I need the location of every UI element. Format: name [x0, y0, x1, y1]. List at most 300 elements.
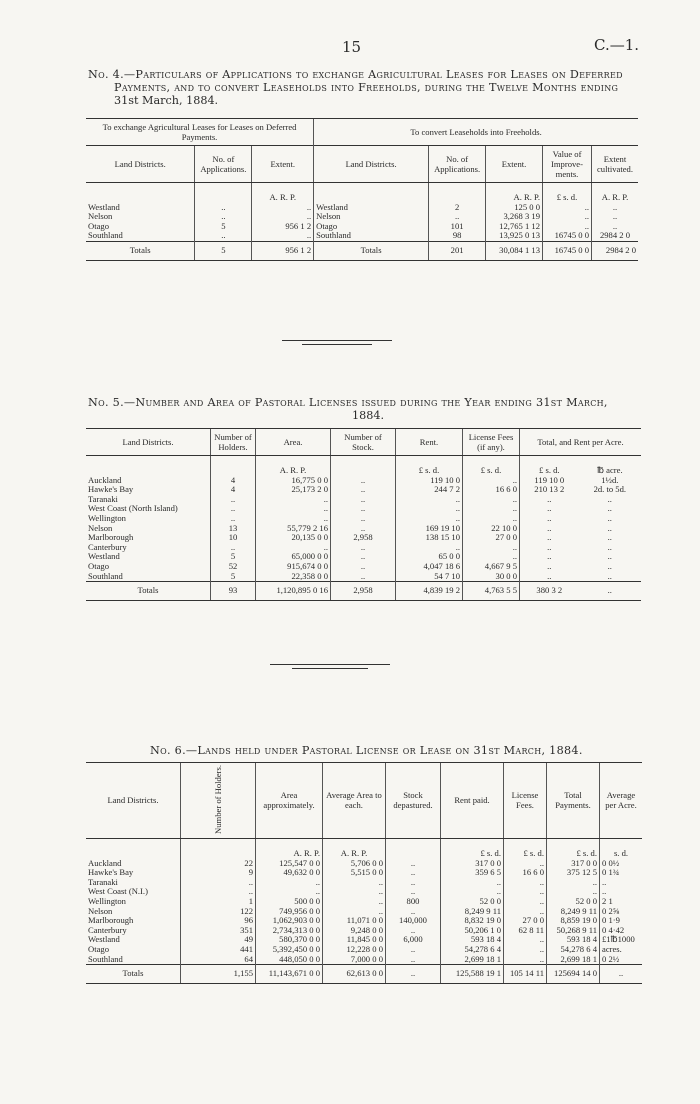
table5-cell-rent: .. — [396, 495, 463, 505]
table5-totals-per-acre: .. — [579, 582, 641, 601]
table4-group-right-header: To convert Leaseholds into Freeholds. — [314, 119, 638, 146]
table4-cell-cultivated: 2984 2 0 — [592, 231, 639, 241]
table5-cell-total: 210 13 2 — [520, 485, 579, 495]
table4-cell-apps: .. — [195, 203, 252, 213]
table6-cell-stock: .. — [386, 926, 441, 936]
table5-cell-district: Westland — [88, 551, 120, 562]
table5-cell-fees: .. — [463, 504, 520, 514]
table4-cell-extent2: 12,765 1 12 — [486, 222, 543, 232]
table5-cell-per_acre: .. — [607, 493, 612, 504]
table5-cell-fees: 16 6 0 — [463, 485, 520, 495]
table5-cell-total: .. — [520, 572, 579, 582]
table6-cell-holders: .. — [181, 878, 256, 888]
table5-cell-district: West Coast (North Island) — [88, 503, 178, 514]
table6-cell-total: 50,268 9 11 — [547, 926, 600, 936]
table6-cell-fees: .. — [504, 907, 547, 917]
table5-cell-district: Wellington — [88, 512, 126, 523]
table6-unit-area: A. R. P. — [256, 838, 323, 858]
table6-col-stock: Stock depastured. — [386, 763, 441, 839]
table5-cell-fees: 4,667 9 5 — [463, 562, 520, 572]
table5-col-total-rent: Total, and Rent per Acre. — [520, 429, 642, 456]
table6-cell-per_acre: 0 4·42 — [600, 926, 643, 936]
table4-totals-label: Totals — [86, 241, 195, 260]
table4-totals-label-2: Totals — [314, 241, 429, 260]
table4-row — [86, 231, 638, 241]
table5-cell-holders: 5 — [211, 552, 256, 562]
table6-cell-stock: .. — [386, 887, 441, 897]
divider-1 — [282, 340, 392, 341]
table6-cell-area: 580,370 0 0 — [256, 935, 323, 945]
table5-cell-area: 22,358 0 0 — [256, 572, 331, 582]
table6-totals-label: Totals — [86, 965, 181, 984]
table6-cell-per_acre: 0 1¾ — [600, 868, 643, 878]
table6-cell-holders: 64 — [181, 955, 256, 965]
table6-cell-area: 125,547 0 0 — [256, 859, 323, 869]
table6-cell-total: 317 0 0 — [547, 859, 600, 869]
table6-cell-fees: .. — [504, 945, 547, 955]
table5-totals-holders: 93 — [211, 582, 256, 601]
table6-cell-district: Auckland — [88, 857, 122, 868]
table5-cell-rent: 244 7 2 — [396, 485, 463, 495]
table5-totals-area: 1,120,895 0 16 — [256, 582, 331, 601]
table6-col-holders: Number of Holders. — [181, 763, 256, 839]
table6-cell-rent: 2,699 18 1 — [441, 955, 504, 965]
table4-cell-district2: Nelson — [314, 212, 429, 222]
table5-cell-stock: .. — [331, 485, 396, 495]
table5-cell-rent: .. — [396, 514, 463, 524]
table6-cell-area: 5,392,450 0 0 — [256, 945, 323, 955]
table6-col-area: Area approximately. — [256, 763, 323, 839]
table6-cell-district: West Coast (N.I.) — [88, 886, 148, 897]
table5-cell-rent: .. — [396, 543, 463, 553]
table6-totals-fees: 105 14 11 — [504, 965, 547, 984]
table6-cell-fees: 16 6 0 — [504, 868, 547, 878]
table6-cell-avg: .. — [323, 897, 386, 907]
table5-cell-area: 915,674 0 0 — [256, 562, 331, 572]
table5-cell-district: Auckland — [88, 474, 122, 485]
table5-cell-fees: 27 0 0 — [463, 533, 520, 543]
table5-cell-stock: .. — [331, 495, 396, 505]
table6-cell-fees: 27 0 0 — [504, 916, 547, 926]
table4-cell-extent: .. — [252, 231, 314, 241]
table5-cell-per_acre: 2d. to 5d. — [593, 484, 627, 495]
table6-row — [86, 878, 642, 888]
table4-cell-apps2: 2 — [429, 203, 486, 213]
table6-cell-total: 54,278 6 4 — [547, 945, 600, 955]
table4-totals-extent-2: 30,084 1 13 — [486, 241, 543, 260]
table4-cell-value: .. — [543, 203, 592, 213]
table5-totals-label: Totals — [86, 582, 211, 601]
divider-2 — [270, 664, 390, 665]
table5-cell-fees: .. — [463, 476, 520, 486]
table6-cell-stock: .. — [386, 955, 441, 965]
table6-cell-fees: 62 8 11 — [504, 926, 547, 936]
table4-cell-apps2: 98 — [429, 231, 486, 241]
table6-cell-stock: 800 — [386, 897, 441, 907]
table5-cell-area: 55,779 2 16 — [256, 524, 331, 534]
table5-cell-fees: .. — [463, 552, 520, 562]
table5-cell-stock: .. — [331, 504, 396, 514]
table5-totals-total: 380 3 2 — [520, 582, 579, 601]
table4-cell-value: .. — [543, 222, 592, 232]
table4 — [86, 118, 638, 261]
table6-cell-avg: 12,228 0 0 — [323, 945, 386, 955]
table6-cell-area: .. — [256, 887, 323, 897]
table4-cell-extent2: 13,925 0 13 — [486, 231, 543, 241]
table5-cell-stock: .. — [331, 476, 396, 486]
table6-col-land-districts: Land Districts. — [86, 763, 181, 839]
table4-cell-extent: .. — [252, 203, 314, 213]
table5-cell-per_acre: .. — [607, 522, 612, 533]
table6-totals-avg: 62,613 0 0 — [323, 965, 386, 984]
table6-col-total-payments: Total Payments. — [547, 763, 600, 839]
table5-cell-holders: 10 — [211, 533, 256, 543]
table4-col-value-improvements: Value of Improve- ments. — [543, 146, 592, 183]
table6-cell-per_acre: 0 0½ — [600, 859, 643, 869]
table5-cell-district: Nelson — [88, 522, 113, 533]
table6-cell-fees: .. — [504, 878, 547, 888]
table6-cell-rent: 54,278 6 4 — [441, 945, 504, 955]
table4-title-line2: Payments, and to convert Leaseholds into Freeholds, during the Twelve Months ending — [114, 81, 619, 94]
table5-cell-area: .. — [256, 495, 331, 505]
table5-unit-rent: £ s. d. — [396, 456, 463, 476]
table5-cell-total: .. — [520, 533, 579, 543]
table6-cell-per_acre: .. — [600, 878, 643, 888]
table6-cell-stock: 140,000 — [386, 916, 441, 926]
table6-row — [86, 887, 642, 897]
table5-title-line1: No. 5.—Number and Area of Pastoral Licenses issued during the Year ending 31st March, — [88, 396, 608, 409]
table6-totals-area: 11,143,671 0 0 — [256, 965, 323, 984]
table5-cell-total: .. — [520, 504, 579, 514]
table5-cell-area: 65,000 0 0 — [256, 552, 331, 562]
table6-cell-rent: .. — [441, 878, 504, 888]
table4-title-line1: No. 4.—Particulars of Applications to exchange Agricultural Leases for Leases on Deferred — [88, 68, 623, 81]
table5-cell-total: .. — [520, 495, 579, 505]
table6-row — [86, 897, 642, 907]
table6-totals-rent: 125,588 19 1 — [441, 965, 504, 984]
table6-cell-total: .. — [547, 878, 600, 888]
table5-cell-rent: 54 7 10 — [396, 572, 463, 582]
table6-row — [86, 868, 642, 878]
table4-cell-district: Southland — [88, 230, 123, 241]
table6-cell-avg: 9,248 0 0 — [323, 926, 386, 936]
table4-cell-apps2: 101 — [429, 222, 486, 232]
table5-cell-stock: .. — [331, 514, 396, 524]
table4-cell-district: Nelson — [88, 211, 113, 222]
table5-col-holders: Number of Holders. — [211, 429, 256, 456]
table6-cell-per_acre: 0 1·9 — [600, 916, 643, 926]
table4-cell-extent2: 3,268 3 19 — [486, 212, 543, 222]
table5-cell-stock: 2,958 — [331, 533, 396, 543]
table5-cell-total: .. — [520, 514, 579, 524]
table6-cell-per_acre: 2 1 — [600, 897, 643, 907]
table6-cell-stock: .. — [386, 859, 441, 869]
table4-col-applications: No. of Applications. — [195, 146, 252, 183]
table6-cell-district: Nelson — [88, 905, 113, 916]
table4-title-line3: 31st March, 1884. — [114, 94, 219, 107]
table6-col-license-fees: License Fees. — [504, 763, 547, 839]
table5-totals-rent: 4,839 19 2 — [396, 582, 463, 601]
table6-cell-holders: 351 — [181, 926, 256, 936]
table6-cell-total: 52 0 0 — [547, 897, 600, 907]
table6-col-rent-paid: Rent paid. — [441, 763, 504, 839]
table4-cell-apps: .. — [195, 212, 252, 222]
table5-cell-total: .. — [520, 543, 579, 553]
table6-cell-total: 375 12 5 — [547, 868, 600, 878]
table4-cell-district: Otago — [88, 220, 110, 231]
table5-cell-holders: 5 — [211, 572, 256, 582]
table6-cell-avg: 11,845 0 0 — [323, 935, 386, 945]
table6-title — [150, 744, 650, 757]
table5-unit-fees: £ s. d. — [463, 456, 520, 476]
table6-cell-total: 8,249 9 11 — [547, 907, 600, 917]
table4-unit-cultivated: A. R. P. — [592, 183, 639, 203]
table6-cell-rent: .. — [441, 887, 504, 897]
table5-col-license-fees: License Fees (if any). — [463, 429, 520, 456]
table5-cell-per_acre: .. — [607, 570, 612, 581]
table5-cell-fees: .. — [463, 495, 520, 505]
table6-totals-per-acre: .. — [600, 965, 643, 984]
table4-cell-cultivated: .. — [592, 222, 639, 232]
table6-unit-total: £ s. d. — [547, 838, 600, 858]
table5-col-land-districts: Land Districts. — [86, 429, 211, 456]
table6-cell-avg: 5,706 0 0 — [323, 859, 386, 869]
table5-cell-rent: 4,047 18 6 — [396, 562, 463, 572]
table4-cell-district2: Westland — [314, 203, 429, 213]
table6-cell-rent: 593 18 4 — [441, 935, 504, 945]
table4-group-left-header: To exchange Agricultural Leases for Leases on Deferred Payments. — [86, 119, 314, 146]
table5-unit-area: A. R. P. — [256, 456, 331, 476]
table4-totals-apps-2: 201 — [429, 241, 486, 260]
table5-cell-per_acre: .. — [607, 551, 612, 562]
table5-cell-district: Taranaki — [88, 493, 118, 504]
table6-cell-district: Marlborough — [88, 915, 134, 926]
table6-cell-fees: .. — [504, 887, 547, 897]
table6-cell-area: 1,062,903 0 0 — [256, 916, 323, 926]
table5-cell-fees: .. — [463, 543, 520, 553]
table6-cell-rent: 8,249 9 11 — [441, 907, 504, 917]
table5-cell-area: 16,775 0 0 — [256, 476, 331, 486]
table6-unit-per-acre: s. d. — [600, 838, 643, 858]
table5-cell-stock: .. — [331, 552, 396, 562]
table6-cell-total: 8,859 19 0 — [547, 916, 600, 926]
table6-cell-avg: 5,515 0 0 — [323, 868, 386, 878]
table5-col-area: Area. — [256, 429, 331, 456]
table5-cell-total: .. — [520, 552, 579, 562]
table5-cell-stock: .. — [331, 524, 396, 534]
table5-unit-total: £ s. d. — [520, 456, 579, 476]
table4-cell-district2: Otago — [314, 222, 429, 232]
table6-cell-total: .. — [547, 887, 600, 897]
table4-row — [86, 212, 638, 222]
table5-cell-district: Marlborough — [88, 532, 134, 543]
table5-cell-holders: .. — [211, 514, 256, 524]
table6-cell-holders: 49 — [181, 935, 256, 945]
table6-cell-stock: .. — [386, 868, 441, 878]
table6-cell-stock: .. — [386, 907, 441, 917]
table5-cell-fees: 22 10 0 — [463, 524, 520, 534]
table5-cell-per_acre: .. — [607, 560, 612, 571]
table6-cell-fees: .. — [504, 935, 547, 945]
table6-cell-rent: 50,206 1 0 — [441, 926, 504, 936]
table6-cell-avg: .. — [323, 887, 386, 897]
table5-cell-holders: 4 — [211, 476, 256, 486]
table6-cell-district: Wellington — [88, 895, 126, 906]
table4-cell-extent2: 125 0 0 — [486, 203, 543, 213]
table6-cell-holders: 1 — [181, 897, 256, 907]
table6-totals-row — [86, 965, 642, 984]
table5-cell-district: Hawke's Bay — [88, 484, 134, 495]
table4-col-extent-cultivated: Extent cultivated. — [592, 146, 639, 183]
table5-cell-holders: 13 — [211, 524, 256, 534]
table6-cell-total: 593 18 4 — [547, 935, 600, 945]
table6-cell-rent: 52 0 0 — [441, 897, 504, 907]
table5-cell-holders: .. — [211, 495, 256, 505]
table6-row — [86, 955, 642, 965]
table5-cell-area: 20,135 0 0 — [256, 533, 331, 543]
table4-col-applications-2: No. of Applications. — [429, 146, 486, 183]
table6-cell-area: 448,050 0 0 — [256, 955, 323, 965]
divider-1b — [302, 344, 372, 345]
table5-cell-rent: 65 0 0 — [396, 552, 463, 562]
table6-cell-holders: 9 — [181, 868, 256, 878]
table4-col-extent: Extent. — [252, 146, 314, 183]
table5-cell-holders: .. — [211, 543, 256, 553]
table6-cell-rent: 317 0 0 — [441, 859, 504, 869]
table6-unit-avg-area: A. R. P. — [323, 838, 386, 858]
table5 — [86, 428, 641, 601]
table6-cell-total: 2,699 18 1 — [547, 955, 600, 965]
divider-2b — [292, 668, 368, 669]
table6-cell-fees: .. — [504, 897, 547, 907]
table6-cell-district: Southland — [88, 953, 123, 964]
table6-cell-fees: .. — [504, 859, 547, 869]
table5-totals-fees: 4,763 5 5 — [463, 582, 520, 601]
table6-cell-rent: 8,832 19 0 — [441, 916, 504, 926]
table4-cell-apps: .. — [195, 231, 252, 241]
table4-cell-apps2: .. — [429, 212, 486, 222]
table5-cell-rent: .. — [396, 504, 463, 514]
table4-col-extent-2: Extent. — [486, 146, 543, 183]
table4-cell-extent: .. — [252, 212, 314, 222]
table5-cell-per_acre: .. — [607, 503, 612, 514]
table5-cell-district: Southland — [88, 570, 123, 581]
table5-cell-rent: 169 19 10 — [396, 524, 463, 534]
table4-totals-extent: 956 1 2 — [252, 241, 314, 260]
table5-cell-holders: .. — [211, 504, 256, 514]
table4-totals-row — [86, 241, 638, 260]
table4-cell-extent: 956 1 2 — [252, 222, 314, 232]
table5-cell-area: 25,173 2 0 — [256, 485, 331, 495]
table6-cell-district: Taranaki — [88, 876, 118, 887]
table4-cell-district2: Southland — [314, 231, 429, 241]
table4-cell-apps: 5 — [195, 222, 252, 232]
table5-col-rent: Rent. — [396, 429, 463, 456]
table6-cell-holders: 22 — [181, 859, 256, 869]
table4-totals-apps: 5 — [195, 241, 252, 260]
table4-totals-cultivated: 2984 2 0 — [592, 241, 639, 260]
table6-cell-holders: .. — [181, 887, 256, 897]
table5-cell-stock: .. — [331, 562, 396, 572]
table5-cell-total: 119 10 0 — [520, 476, 579, 486]
table6-cell-holders: 96 — [181, 916, 256, 926]
table5-cell-rent: 119 10 0 — [396, 476, 463, 486]
table6-cell-per_acre: 0 2½ — [600, 955, 643, 965]
table6-cell-district: Otago — [88, 943, 110, 954]
table5-cell-rent: 138 15 10 — [396, 533, 463, 543]
table5-cell-total: .. — [520, 524, 579, 534]
table5-cell-stock: .. — [331, 572, 396, 582]
table6-unit-rent: £ s. d. — [441, 838, 504, 858]
table4-col-land-districts: Land Districts. — [86, 146, 195, 183]
table4-units-row — [86, 183, 638, 203]
table4-cell-district: Westland — [88, 201, 120, 212]
table5-cell-per_acre: .. — [607, 512, 612, 523]
table6-cell-per_acre: .. — [600, 887, 643, 897]
table5-cell-per_acre: 1½d. — [601, 474, 619, 485]
table6-cell-avg: .. — [323, 907, 386, 917]
table6-cell-area: .. — [256, 878, 323, 888]
table5-title — [88, 396, 648, 422]
table6-cell-holders: 441 — [181, 945, 256, 955]
table6-totals-total: 125694 14 0 — [547, 965, 600, 984]
table6-cell-fees: .. — [504, 955, 547, 965]
table6-cell-avg: .. — [323, 878, 386, 888]
table6-cell-district: Canterbury — [88, 924, 127, 935]
table4-unit-value: £ s. d. — [543, 183, 592, 203]
table6-cell-avg: 11,071 0 0 — [323, 916, 386, 926]
table5-cell-area: .. — [256, 543, 331, 553]
table6-col-avg-area: Average Area to each. — [323, 763, 386, 839]
table6-cell-district: Westland — [88, 934, 120, 945]
table6-cell-district: Hawke's Bay — [88, 867, 134, 878]
table5-row — [86, 572, 641, 582]
table5-col-stock: Number of Stock. — [331, 429, 396, 456]
table4-col-land-districts-2: Land Districts. — [314, 146, 429, 183]
table6-cell-area: 49,632 0 0 — [256, 868, 323, 878]
table6-col-avg-per-acre: Average per Acre. — [600, 763, 643, 839]
table5-cell-holders: 4 — [211, 485, 256, 495]
table6-cell-stock: .. — [386, 945, 441, 955]
table5-title-line2: 1884. — [351, 409, 385, 422]
table6-cell-stock: 6,000 — [386, 935, 441, 945]
table5-cell-fees: 30 0 0 — [463, 572, 520, 582]
table5-cell-stock: .. — [331, 543, 396, 553]
table6-cell-per_acre: £1℔1000 — [600, 935, 643, 945]
table5-totals-stock: 2,958 — [331, 582, 396, 601]
table5-cell-area: .. — [256, 504, 331, 514]
table6-title-line1: No. 6.—Lands held under Pastoral License or Lease on 31st March, 1884. — [150, 744, 583, 757]
table6-cell-avg: 7,000 0 0 — [323, 955, 386, 965]
table4-unit-extent: A. R. P. — [252, 183, 314, 203]
table5-cell-holders: 52 — [211, 562, 256, 572]
table4-unit-extent-2: A. R. P. — [486, 183, 543, 203]
table4-cell-value: .. — [543, 212, 592, 222]
table6-cell-per_acre: 0 2⅝ — [600, 907, 643, 917]
table6-cell-stock: .. — [386, 878, 441, 888]
table5-cell-district: Canterbury — [88, 541, 127, 552]
table6-cell-area: 2,734,313 0 0 — [256, 926, 323, 936]
table5-cell-fees: .. — [463, 514, 520, 524]
table6-cell-holders: 122 — [181, 907, 256, 917]
table6-cell-area: 500 0 0 — [256, 897, 323, 907]
page-number: 15 — [342, 38, 362, 56]
document-code: C.—1. — [594, 36, 640, 54]
table5-cell-district: Otago — [88, 560, 110, 571]
table4-title — [88, 68, 648, 107]
table4-row — [86, 203, 638, 213]
table5-cell-per_acre: .. — [607, 532, 612, 543]
